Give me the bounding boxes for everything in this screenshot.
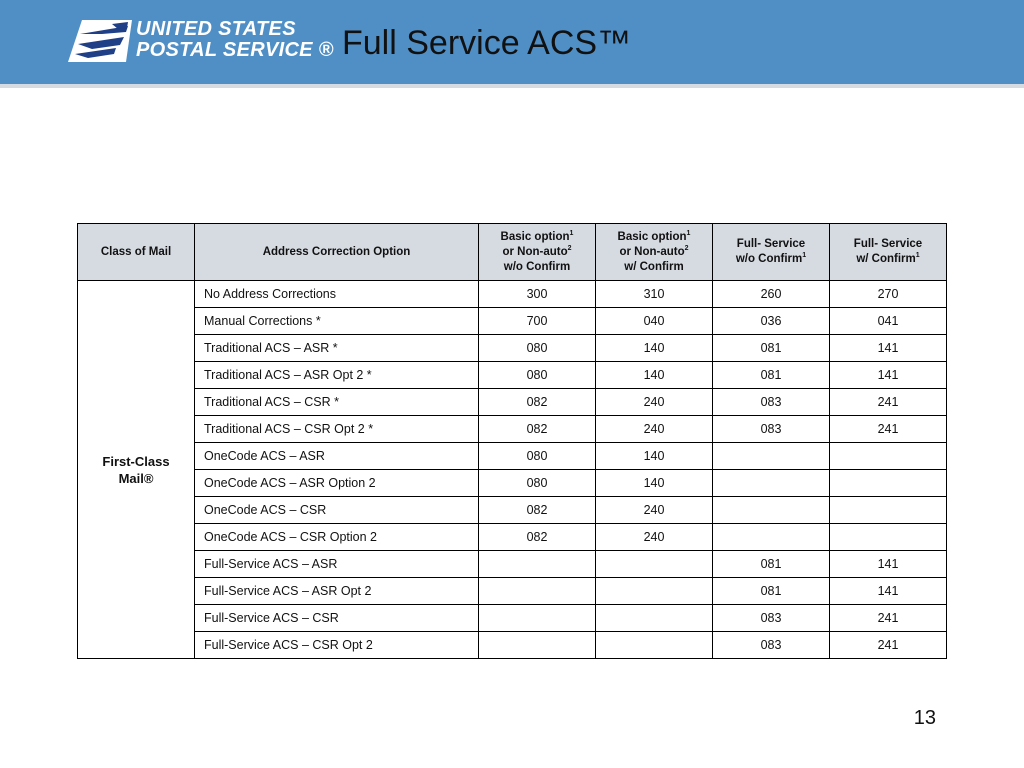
table-row xyxy=(78,497,947,524)
address-option-cell: OneCode ACS – ASR Option 2 xyxy=(195,470,479,497)
full-service-w-confirm-cell xyxy=(830,497,947,524)
header-band xyxy=(0,0,1024,84)
full-service-w-confirm-cell: 041 xyxy=(830,308,947,335)
address-option-cell: Full-Service ACS – CSR Opt 2 xyxy=(195,632,479,659)
basic-wo-confirm-cell xyxy=(479,551,596,578)
full-service-wo-confirm-cell: 081 xyxy=(713,551,830,578)
basic-w-confirm-cell: 140 xyxy=(596,470,713,497)
basic-wo-confirm-cell xyxy=(479,578,596,605)
basic-wo-confirm-cell: 082 xyxy=(479,416,596,443)
header-basic-wo-confirm: Basic option$^1$ or Non-auto$^2$ w/o Confirm xyxy=(479,224,596,281)
address-option-cell: No Address Corrections xyxy=(195,281,479,308)
basic-w-confirm-cell: 140 xyxy=(596,443,713,470)
full-service-wo-confirm-cell: 260 xyxy=(713,281,830,308)
table-row xyxy=(78,632,947,659)
full-service-w-confirm-cell: 270 xyxy=(830,281,947,308)
basic-wo-confirm-cell xyxy=(479,605,596,632)
full-service-w-confirm-cell: 241 xyxy=(830,632,947,659)
full-service-w-confirm-cell xyxy=(830,470,947,497)
full-service-w-confirm-cell: 241 xyxy=(830,389,947,416)
basic-w-confirm-cell: 240 xyxy=(596,524,713,551)
address-option-cell: OneCode ACS – ASR xyxy=(195,443,479,470)
address-option-cell: Traditional ACS – CSR * xyxy=(195,389,479,416)
full-service-w-confirm-cell: 141 xyxy=(830,362,947,389)
full-service-w-confirm-cell: 241 xyxy=(830,605,947,632)
acs-code-table xyxy=(77,223,947,659)
class-of-mail-cell: First-Class Mail® xyxy=(78,281,195,659)
full-service-wo-confirm-cell xyxy=(713,470,830,497)
address-option-cell: Traditional ACS – CSR Opt 2 * xyxy=(195,416,479,443)
full-service-wo-confirm-cell: 083 xyxy=(713,632,830,659)
full-service-wo-confirm-cell: 083 xyxy=(713,416,830,443)
header-divider xyxy=(0,84,1024,88)
full-service-w-confirm-cell xyxy=(830,443,947,470)
address-option-cell: OneCode ACS – CSR xyxy=(195,497,479,524)
table-row xyxy=(78,524,947,551)
full-service-wo-confirm-cell xyxy=(713,497,830,524)
basic-wo-confirm-cell: 080 xyxy=(479,335,596,362)
table-row xyxy=(78,416,947,443)
header-class-of-mail: Class of Mail xyxy=(78,224,195,281)
header-address-correction-option: Address Correction Option xyxy=(195,224,479,281)
eagle-icon xyxy=(68,18,132,64)
table-row xyxy=(78,335,947,362)
basic-w-confirm-cell: 140 xyxy=(596,335,713,362)
header-full-service-wo-confirm: Full- Service w/o Confirm$^1$ xyxy=(713,224,830,281)
basic-w-confirm-cell: 140 xyxy=(596,362,713,389)
full-service-w-confirm-cell: 141 xyxy=(830,578,947,605)
full-service-wo-confirm-cell: 083 xyxy=(713,605,830,632)
full-service-wo-confirm-cell: 083 xyxy=(713,389,830,416)
table-row xyxy=(78,578,947,605)
full-service-wo-confirm-cell: 081 xyxy=(713,578,830,605)
full-service-w-confirm-cell: 241 xyxy=(830,416,947,443)
table-row xyxy=(78,551,947,578)
header-basic-w-confirm: Basic option$^1$ or Non-auto$^2$ w/ Confirm xyxy=(596,224,713,281)
address-option-cell: Traditional ACS – ASR * xyxy=(195,335,479,362)
header-full-service-w-confirm: Full- Service w/ Confirm$^1$ xyxy=(830,224,947,281)
page-title: Full Service ACS™ xyxy=(342,24,632,62)
address-option-cell: OneCode ACS – CSR Option 2 xyxy=(195,524,479,551)
address-option-cell: Full-Service ACS – ASR Opt 2 xyxy=(195,578,479,605)
table-row xyxy=(78,470,947,497)
table-row xyxy=(78,308,947,335)
basic-w-confirm-cell xyxy=(596,632,713,659)
address-option-cell: Full-Service ACS – ASR xyxy=(195,551,479,578)
basic-w-confirm-cell xyxy=(596,578,713,605)
basic-w-confirm-cell: 240 xyxy=(596,497,713,524)
address-option-cell: Manual Corrections * xyxy=(195,308,479,335)
basic-wo-confirm-cell: 700 xyxy=(479,308,596,335)
basic-wo-confirm-cell: 082 xyxy=(479,389,596,416)
basic-wo-confirm-cell: 082 xyxy=(479,497,596,524)
logo-wordmark xyxy=(136,19,334,61)
full-service-w-confirm-cell: 141 xyxy=(830,335,947,362)
full-service-wo-confirm-cell xyxy=(713,524,830,551)
table-row xyxy=(78,362,947,389)
full-service-wo-confirm-cell: 081 xyxy=(713,362,830,389)
address-option-cell: Traditional ACS – ASR Opt 2 * xyxy=(195,362,479,389)
table-row xyxy=(78,389,947,416)
full-service-w-confirm-cell: 141 xyxy=(830,551,947,578)
full-service-wo-confirm-cell: 036 xyxy=(713,308,830,335)
table-row xyxy=(78,605,947,632)
logo-line-2: POSTAL SERVICE ® xyxy=(136,39,334,61)
basic-w-confirm-cell xyxy=(596,551,713,578)
basic-wo-confirm-cell: 080 xyxy=(479,443,596,470)
address-option-cell: Full-Service ACS – CSR xyxy=(195,605,479,632)
full-service-wo-confirm-cell: 081 xyxy=(713,335,830,362)
basic-wo-confirm-cell: 082 xyxy=(479,524,596,551)
usps-logo xyxy=(68,18,334,64)
basic-wo-confirm-cell: 300 xyxy=(479,281,596,308)
full-service-wo-confirm-cell xyxy=(713,443,830,470)
basic-w-confirm-cell: 310 xyxy=(596,281,713,308)
basic-wo-confirm-cell: 080 xyxy=(479,362,596,389)
basic-w-confirm-cell xyxy=(596,605,713,632)
logo-line-1: UNITED STATES xyxy=(136,18,296,40)
full-service-w-confirm-cell xyxy=(830,524,947,551)
table-header-row xyxy=(78,224,947,281)
basic-w-confirm-cell: 240 xyxy=(596,389,713,416)
page-number: 13 xyxy=(913,707,936,729)
basic-wo-confirm-cell: 080 xyxy=(479,470,596,497)
basic-w-confirm-cell: 040 xyxy=(596,308,713,335)
basic-wo-confirm-cell xyxy=(479,632,596,659)
table-row xyxy=(78,281,947,308)
table-row xyxy=(78,443,947,470)
basic-w-confirm-cell: 240 xyxy=(596,416,713,443)
